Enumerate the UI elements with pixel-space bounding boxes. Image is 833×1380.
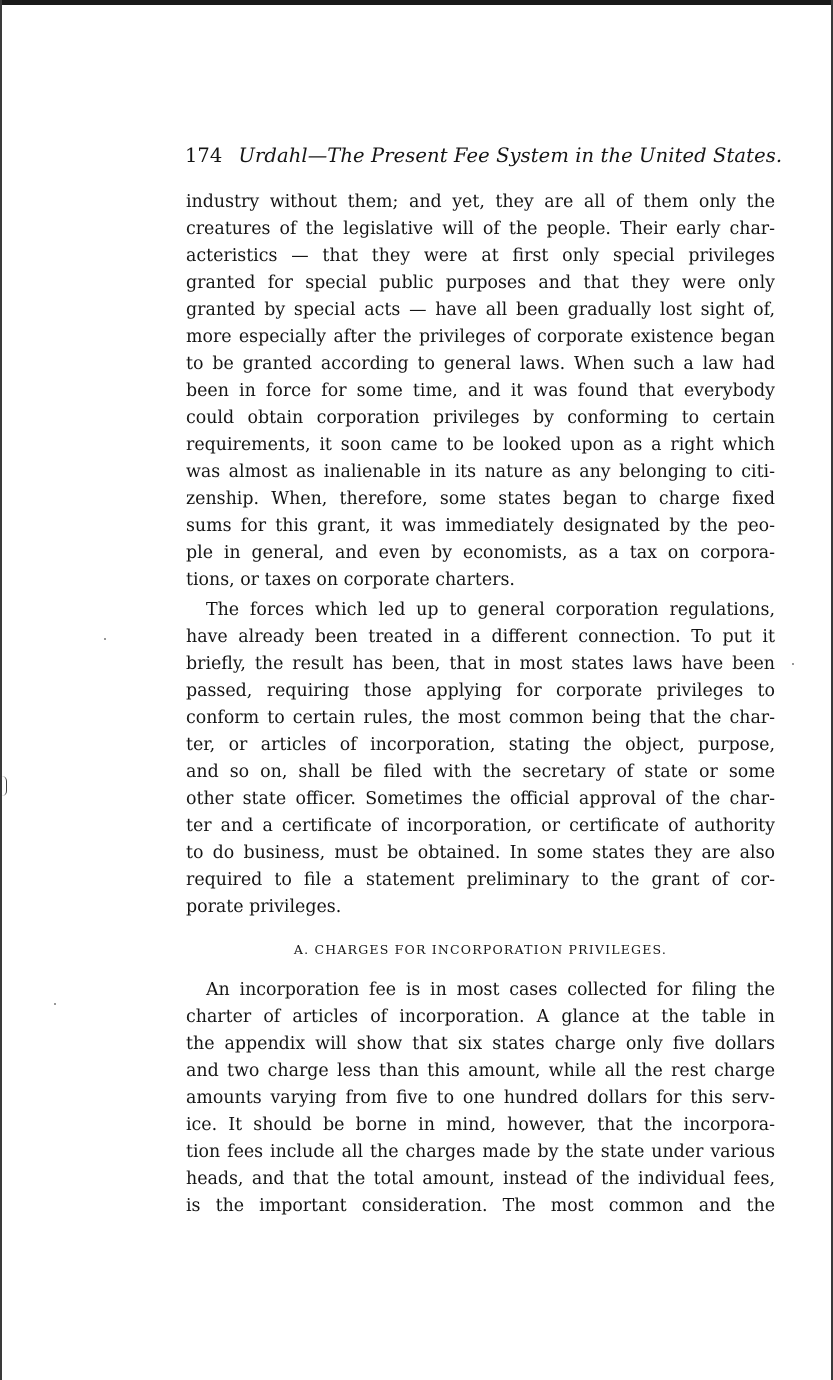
text-line: passed, requiring those applying for corporate privileges to bbox=[186, 681, 775, 701]
text-line: The forces which led up to general corporation regulations, bbox=[206, 600, 775, 620]
text-line: industry without them; and yet, they are all of them only the bbox=[186, 192, 775, 212]
text-line: ple in general, and even by economists, as a tax on corpora- bbox=[186, 543, 775, 563]
text-line: creatures of the legislative will of the people. Their early char- bbox=[186, 219, 775, 239]
text-line: is the important consideration. The most common and the bbox=[186, 1196, 775, 1216]
text-line: to do business, must be obtained. In some states they are also bbox=[186, 843, 775, 863]
text-line: could obtain corporation privileges by conforming to certain bbox=[186, 408, 775, 428]
text-line: An incorporation fee is in most cases collected for filing the bbox=[206, 980, 775, 1000]
text-line: charter of articles of incorporation. A glance at the table in bbox=[186, 1007, 775, 1027]
text-line: ter, or articles of incorporation, stating the object, purpose, bbox=[186, 735, 775, 755]
text-line: porate privileges. bbox=[186, 897, 342, 917]
text-line: tions, or taxes on corporate charters. bbox=[186, 570, 515, 590]
text-line: requirements, it soon came to be looked upon as a right which bbox=[186, 435, 775, 455]
text-line: tion fees include all the charges made by the state under various bbox=[186, 1142, 775, 1162]
paragraph-1 bbox=[186, 189, 775, 594]
text-line: and so on, shall be filed with the secretary of state or some bbox=[186, 762, 775, 782]
text-line: been in force for some time, and it was found that everybody bbox=[186, 381, 775, 401]
text-line: granted for special public purposes and that they were only bbox=[186, 273, 775, 293]
scan-top-border bbox=[0, 0, 833, 5]
margin-binding-mark bbox=[2, 776, 7, 796]
margin-speck bbox=[104, 638, 106, 640]
section-heading: A. CHARGES FOR INCORPORATION PRIVILEGES. bbox=[293, 942, 668, 957]
text-line: sums for this grant, it was immediately designated by the peo- bbox=[186, 516, 775, 536]
text-line: amounts varying from five to one hundred dollars for this serv- bbox=[186, 1088, 775, 1108]
text-line: other state officer. Sometimes the official approval of the char- bbox=[186, 789, 775, 809]
running-header bbox=[185, 143, 785, 169]
paragraph-2 bbox=[186, 597, 775, 921]
page-number: 174 bbox=[185, 144, 223, 167]
text-line: granted by special acts — have all been gradually lost sight of, bbox=[186, 300, 775, 320]
text-line: was almost as inalienable in its nature as any belonging to citi- bbox=[186, 462, 775, 482]
text-line: conform to certain rules, the most common being that the char- bbox=[186, 708, 775, 728]
text-line: and two charge less than this amount, while all the rest charge bbox=[186, 1061, 775, 1081]
text-line: zenship. When, therefore, some states began to charge fixed bbox=[186, 489, 775, 509]
scan-left-border bbox=[0, 0, 2, 1380]
text-line: more especially after the privileges of corporate existence began bbox=[186, 327, 775, 347]
margin-speck bbox=[54, 1003, 56, 1005]
text-line: acteristics — that they were at first only special privileges bbox=[186, 246, 775, 266]
text-line: required to file a statement preliminary to the grant of cor- bbox=[186, 870, 775, 890]
text-line: ter and a certificate of incorporation, or certificate of authority bbox=[186, 816, 775, 836]
text-line: ice. It should be borne in mind, however, that the incorpora- bbox=[186, 1115, 775, 1135]
paragraph-3 bbox=[186, 977, 775, 1220]
running-title: Urdahl—The Present Fee System in the United States. bbox=[238, 144, 783, 167]
text-line: to be granted according to general laws. When such a law had bbox=[186, 354, 775, 374]
text-line: have already been treated in a different connection. To put it bbox=[186, 627, 775, 647]
text-line: heads, and that the total amount, instead of the individual fees, bbox=[186, 1169, 775, 1189]
text-line: the appendix will show that six states charge only five dollars bbox=[186, 1034, 775, 1054]
text-line: briefly, the result has been, that in most states laws have been bbox=[186, 654, 775, 674]
margin-speck bbox=[792, 663, 794, 665]
